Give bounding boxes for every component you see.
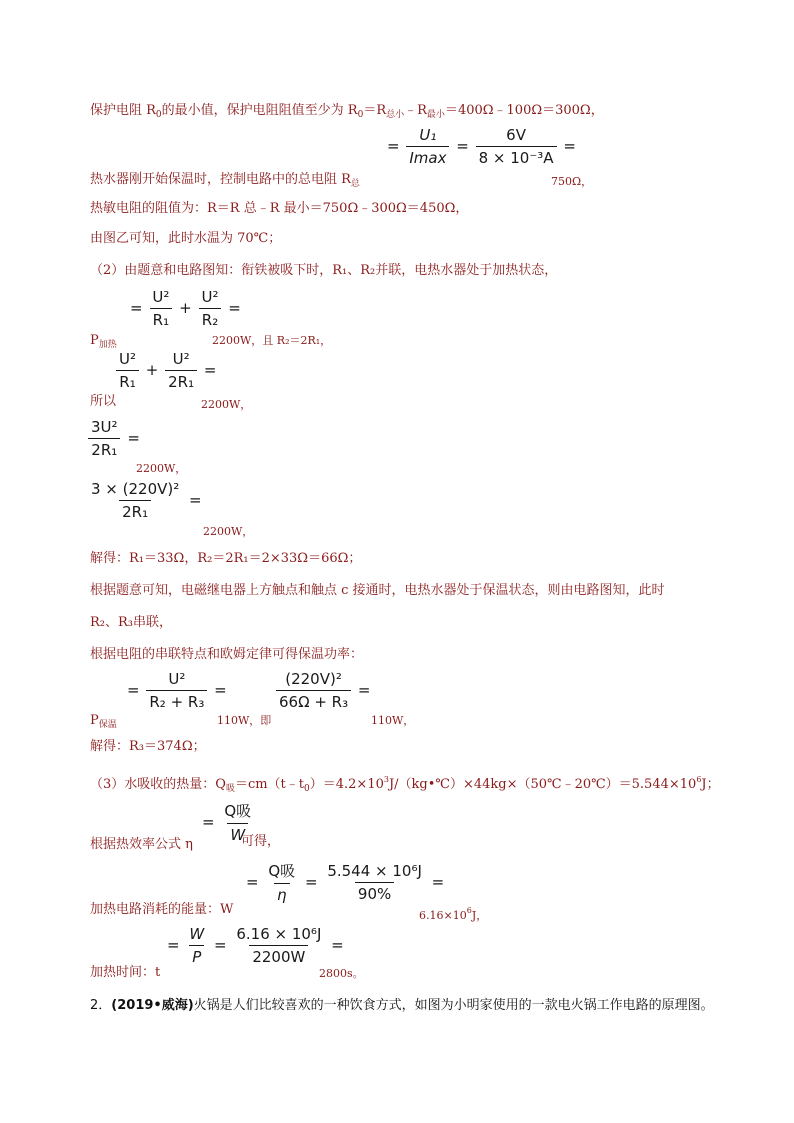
formula-heating-power: = $\frac{\text{U²}}{\text{R₁}}$ + $\frac{\text{U²}}{\text{R₂}}$ = [130,288,241,329]
solution-line-12: R₂、R₃串联， [90,615,172,630]
solution-line-6-result: 2200W，且 R₂＝2R₁， [212,334,332,347]
solution-line-17: 根据热效率公式 η [90,837,193,852]
solution-line-15: 解得：R₃＝374Ω； [90,739,206,754]
solution-line-7-result: 2200W， [201,398,252,411]
solution-line-10: 解得：R₁＝33Ω，R₂＝2R₁＝2×33Ω＝66Ω； [90,551,362,566]
question-2 [90,994,714,1013]
solution-line-18: 加热电路消耗的能量：W [90,902,234,917]
formula-keep-warm: = $\frac{\text{U²}}{\text{R₂ + R₃}}$ = [127,670,227,711]
solution-line-2: 热水器刚开始保温时，控制电路中的总电阻 $R_总$ [90,172,360,189]
solution-line-19-result: 2800s。 [319,967,364,980]
solution-line-11: 根据题意可知，电磁继电器上方触点和触点 c 接通时，电热水器处于保温状态，则由电路图知，此时 [90,583,665,598]
solution-line-16: （3）水吸收的热量：$Q_吸=cm(t﹣t_0)=4.2\times 10^3J/(kg•℃)\times 44kg\times(50℃﹣20℃)=5.544\times 10^6J$； [90,775,720,794]
solution-line-6: $P_{加热}$ [90,333,117,350]
solution-line-14-result: 110W， [371,714,415,727]
question-number: 2． [90,998,112,1013]
solution-line-2-result: 750Ω， [551,175,593,188]
solution-line-5: （2）由题意和电路图知：衔铁被吸下时，R₁、R₂并联，电热水器处于加热状态， [90,263,558,278]
solution-line-13: 根据电阻的串联特点和欧姆定律可得保温功率： [90,647,364,662]
solution-line-14: $P_{保温}$ [90,713,117,730]
solution-line-8-result: 2200W， [136,462,187,475]
solution-line-14-mid: 110W，即 [217,714,272,727]
solution-line-7: 所以 [90,394,117,409]
solution-line-1: 保护电阻 $R_0$的最小值，保护电阻阻值至少为 $R_0=R_{总小}﹣R_{最小}=400\Omega﹣100\Omega=300\Omega$， [90,103,604,120]
formula-3u2: $\frac{\text{3U²}}{\text{2R₁}}$ = [88,418,142,459]
formula-so: $\frac{\text{U²}}{\text{R₁}}$ + $\frac{\text{U²}}{\text{2R₁}}$ = [116,350,218,391]
solution-line-19: 加热时间：t [90,965,161,980]
formula-energy: = $\frac{\text{Q吸}}{\eta}$ = $\frac{\text{5.544 × 10⁶J}}{90\%}$ = [246,861,445,904]
formula-time: = $\frac{W}{P}$ = $\frac{\text{6.16 × 10⁶J}}{2200W}$ = [167,925,344,966]
solution-line-18-result: $6.16\times 10^6J$， [419,906,488,922]
formula-total-resistance: = $\frac{\text{U₁}}{Imax}$ = $\frac{6V}{\text{8 × 10⁻³A}}$ = [387,126,576,167]
solution-line-17-tail: 可得， [241,834,281,849]
solution-line-3: 热敏电阻的阻值为：R＝R 总﹣R 最小＝750Ω﹣300Ω＝450Ω， [90,201,469,216]
question-text: 火锅是人们比较喜欢的一种饮食方式，如图为小明家使用的一款电火锅工作电路的原理图。 [193,998,714,1013]
solution-line-9-result: 2200W， [203,525,254,538]
formula-220v: $\frac{\text{3 × (220V)²}}{\text{2R₁}}$ = [91,480,202,521]
formula-keep-warm-2: $\frac{\text{(220V)²}}{\text{66Ω + R₃}}$ = [276,670,372,711]
formula-efficiency: = $\frac{\text{Q吸}}{W}$ [202,802,252,844]
solution-line-4: 由图乙可知，此时水温为 70℃； [90,231,282,246]
question-source: (2019•威海) [111,998,194,1013]
